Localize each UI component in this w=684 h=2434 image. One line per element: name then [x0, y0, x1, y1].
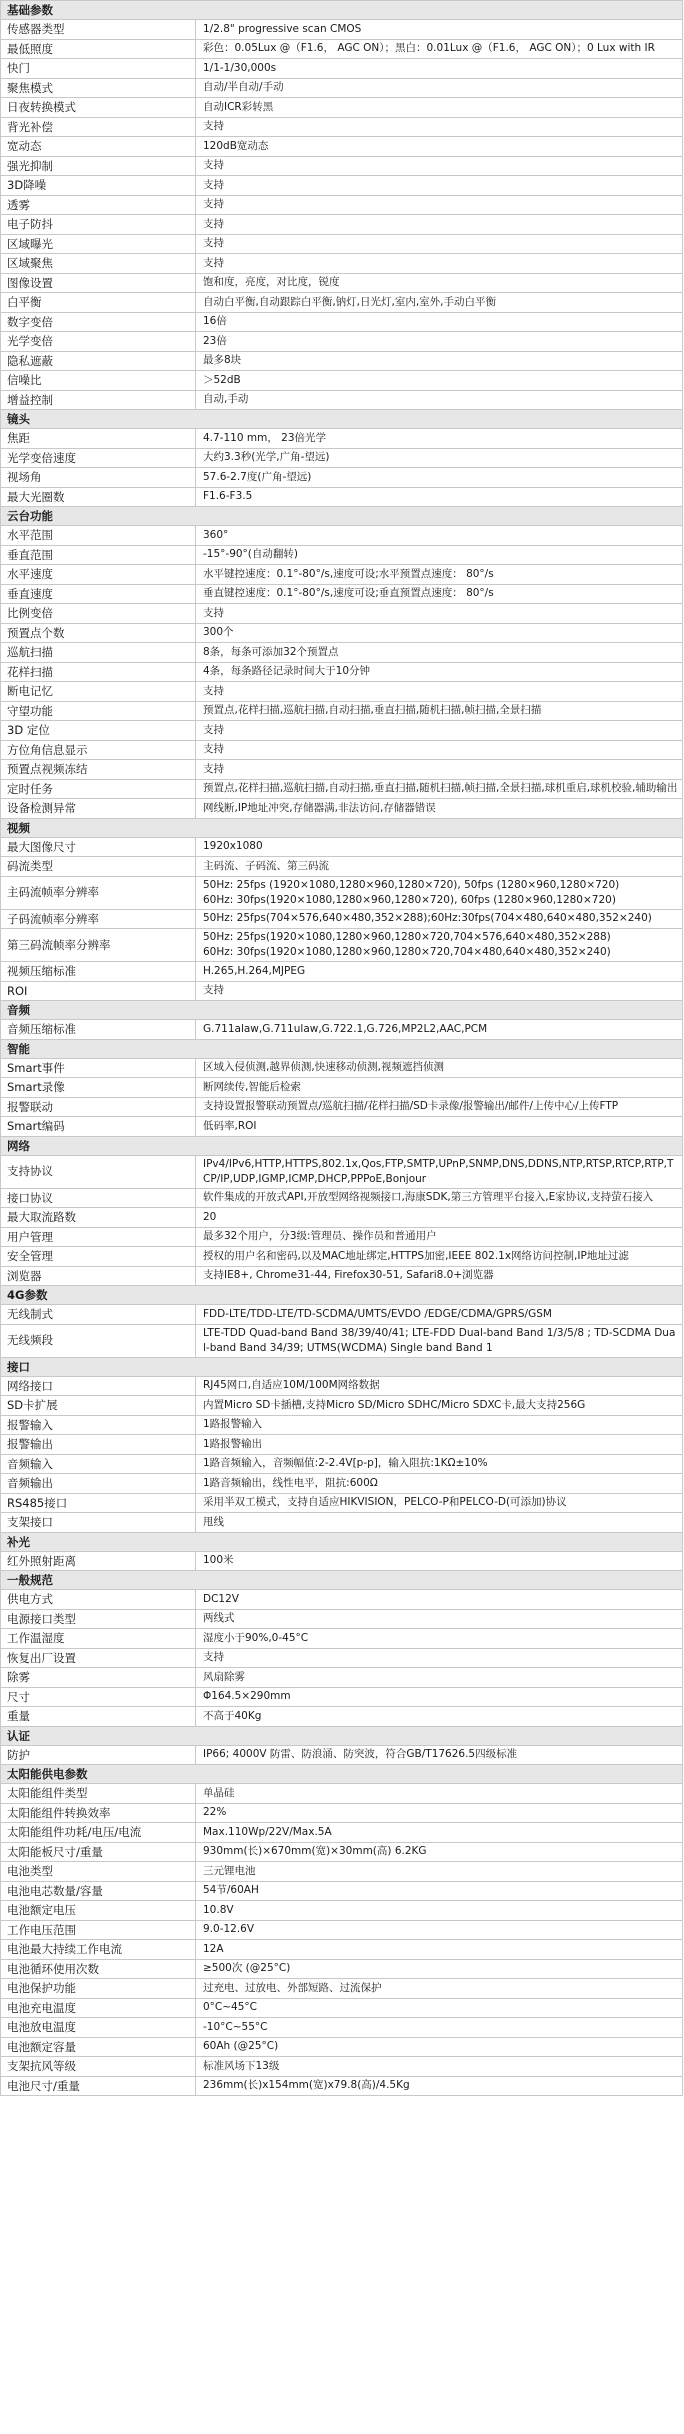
spec-row [1, 546, 683, 566]
spec-row [1, 1979, 683, 1999]
section-header: 镜头 [1, 410, 683, 429]
spec-value: 360° [196, 526, 683, 545]
section-header: 音频 [1, 1001, 683, 1020]
spec-row [1, 274, 683, 294]
spec-row [1, 838, 683, 858]
section-header: 视频 [1, 819, 683, 838]
spec-row [1, 1552, 683, 1572]
spec-label: 除雾 [1, 1668, 196, 1687]
spec-row [1, 1189, 683, 1209]
spec-value: 支持 [196, 721, 683, 740]
spec-row [1, 1882, 683, 1902]
spec-label: 电子防抖 [1, 215, 196, 234]
spec-row [1, 1610, 683, 1630]
spec-label: 浏览器 [1, 1267, 196, 1286]
spec-row [1, 235, 683, 255]
spec-row [1, 780, 683, 800]
spec-value: Φ164.5×290mm [196, 1688, 683, 1707]
spec-label: 断电记忆 [1, 682, 196, 701]
spec-label: 码流类型 [1, 857, 196, 876]
spec-value: 22% [196, 1804, 683, 1823]
section-header: 太阳能供电参数 [1, 1765, 683, 1784]
spec-label: 接口协议 [1, 1189, 196, 1208]
spec-row [1, 1247, 683, 1267]
spec-label: 光学变倍速度 [1, 449, 196, 468]
spec-value: 风扇除雾 [196, 1668, 683, 1687]
spec-row [1, 702, 683, 722]
spec-row [1, 2077, 683, 2097]
spec-row [1, 1059, 683, 1079]
spec-row [1, 313, 683, 333]
spec-row [1, 877, 683, 910]
spec-row [1, 604, 683, 624]
spec-value: 支持 [196, 254, 683, 273]
spec-label: 电池充电温度 [1, 1999, 196, 2018]
spec-row [1, 59, 683, 79]
spec-value: 主码流、子码流、第三码流 [196, 857, 683, 876]
spec-value: 甩线 [196, 1513, 683, 1532]
spec-row [1, 1999, 683, 2019]
spec-row [1, 1629, 683, 1649]
spec-label: 供电方式 [1, 1590, 196, 1609]
spec-label: 电池放电温度 [1, 2018, 196, 2037]
spec-row [1, 624, 683, 644]
spec-row [1, 2038, 683, 2058]
spec-value: 两线式 [196, 1610, 683, 1629]
spec-label: 预置点个数 [1, 624, 196, 643]
spec-row [1, 176, 683, 196]
spec-row [1, 254, 683, 274]
spec-label: 恢复出厂设置 [1, 1649, 196, 1668]
spec-value: 50Hz: 25fps(1920×1080,1280×960,1280×720,704×576,640×480,352×288) 60Hz: 30fps(1920×1080,1280×960,1280×720,704×480,640×480,352×240) [196, 929, 683, 961]
spec-value: 20 [196, 1208, 683, 1227]
spec-value: 23倍 [196, 332, 683, 351]
spec-row [1, 1098, 683, 1118]
spec-value: 支持 [196, 157, 683, 176]
spec-row [1, 157, 683, 177]
spec-row [1, 760, 683, 780]
spec-label: 视场角 [1, 468, 196, 487]
spec-value: 9.0-12.6V [196, 1921, 683, 1940]
spec-label: 信噪比 [1, 371, 196, 390]
spec-value: 预置点,花样扫描,巡航扫描,自动扫描,垂直扫描,随机扫描,帧扫描,全景扫描,球机重启,球机校验,辅助输出 [196, 780, 683, 799]
spec-value: 垂直键控速度：0.1°-80°/s,速度可设;垂直预置点速度： 80°/s [196, 585, 683, 604]
spec-row [1, 1843, 683, 1863]
spec-value: 100米 [196, 1552, 683, 1571]
spec-label: 最大取流路数 [1, 1208, 196, 1227]
spec-row [1, 293, 683, 313]
spec-value: 支持 [196, 235, 683, 254]
spec-value: 自动白平衡,自动跟踪白平衡,钠灯,日光灯,室内,室外,手动白平衡 [196, 293, 683, 312]
spec-label: 日夜转换模式 [1, 98, 196, 117]
spec-label: 背光补偿 [1, 118, 196, 137]
spec-value: 1路报警输入 [196, 1416, 683, 1435]
spec-label: 区域曝光 [1, 235, 196, 254]
spec-label: 巡航扫描 [1, 643, 196, 662]
spec-label: 太阳能组件功耗/电压/电流 [1, 1823, 196, 1842]
spec-label: 最低照度 [1, 40, 196, 59]
spec-row [1, 1649, 683, 1669]
spec-row [1, 663, 683, 683]
spec-value: 水平键控速度：0.1°-80°/s,速度可设;水平预置点速度： 80°/s [196, 565, 683, 584]
spec-row [1, 1267, 683, 1287]
spec-row [1, 1513, 683, 1533]
spec-row [1, 1396, 683, 1416]
spec-value: 支持 [196, 741, 683, 760]
spec-row [1, 1784, 683, 1804]
spec-row [1, 196, 683, 216]
spec-value: 1路报警输出 [196, 1435, 683, 1454]
spec-row [1, 741, 683, 761]
spec-value: 标准风场下13级 [196, 2057, 683, 2076]
spec-value: -10°C~55°C [196, 2018, 683, 2037]
section-header: 网络 [1, 1137, 683, 1156]
spec-value: 网线断,IP地址冲突,存储器满,非法访问,存储器错误 [196, 799, 683, 818]
spec-label: 快门 [1, 59, 196, 78]
spec-label: 音频输出 [1, 1474, 196, 1493]
spec-value: 过充电、过放电、外部短路、过流保护 [196, 1979, 683, 1998]
spec-value: 断网续传,智能后检索 [196, 1078, 683, 1097]
spec-row [1, 1377, 683, 1397]
spec-row [1, 1590, 683, 1610]
spec-value: 支持 [196, 760, 683, 779]
spec-value: 自动,手动 [196, 391, 683, 410]
spec-label: 增益控制 [1, 391, 196, 410]
spec-value: 0°C~45°C [196, 1999, 683, 2018]
spec-label: 报警输入 [1, 1416, 196, 1435]
spec-row [1, 1921, 683, 1941]
spec-label: 最大光圈数 [1, 488, 196, 507]
spec-row [1, 1325, 683, 1358]
spec-row [1, 1117, 683, 1137]
spec-value: 支持IE8+, Chrome31-44, Firefox30-51, Safari8.0+浏览器 [196, 1267, 683, 1286]
spec-row [1, 982, 683, 1002]
spec-label: 透雾 [1, 196, 196, 215]
spec-value: LTE-TDD Quad-band Band 38/39/40/41; LTE-FDD Dual-band Band 1/3/5/8 ; TD-SCDMA Dual-band Band 34/39; UTMS(WCDMA) Single band Band 1 [196, 1325, 683, 1357]
spec-value: IP66; 4000V 防雷、防浪涌、防突波，符合GB/T17626.5四级标准 [196, 1746, 683, 1765]
spec-label: Smart录像 [1, 1078, 196, 1097]
spec-label: 方位角信息显示 [1, 741, 196, 760]
spec-value: 单晶硅 [196, 1784, 683, 1803]
spec-label: 太阳能组件转换效率 [1, 1804, 196, 1823]
spec-label: 工作温湿度 [1, 1629, 196, 1648]
spec-row [1, 857, 683, 877]
spec-value: 1920x1080 [196, 838, 683, 857]
spec-row [1, 1823, 683, 1843]
spec-row [1, 488, 683, 508]
spec-value: 1路音频输入，音频幅值:2-2.4V[p-p]，输入阻抗:1KΩ±10% [196, 1455, 683, 1474]
spec-label: 支架接口 [1, 1513, 196, 1532]
spec-value: 支持 [196, 215, 683, 234]
spec-value: 支持 [196, 118, 683, 137]
spec-label: 音频输入 [1, 1455, 196, 1474]
spec-label: 第三码流帧率分辨率 [1, 929, 196, 961]
spec-label: 最大图像尺寸 [1, 838, 196, 857]
spec-value: G.711alaw,G.711ulaw,G.722.1,G.726,MP2L2,AAC,PCM [196, 1020, 683, 1039]
spec-value: 300个 [196, 624, 683, 643]
spec-value: H.265,H.264,MJPEG [196, 962, 683, 981]
spec-label: 电池循环使用次数 [1, 1960, 196, 1979]
spec-label: 电池尺寸/重量 [1, 2077, 196, 2096]
spec-row [1, 929, 683, 962]
spec-label: 子码流帧率分辨率 [1, 910, 196, 929]
spec-row [1, 585, 683, 605]
spec-label: 无线频段 [1, 1325, 196, 1357]
spec-value: 低码率,ROI [196, 1117, 683, 1136]
section-header: 认证 [1, 1727, 683, 1746]
spec-value: 预置点,花样扫描,巡航扫描,自动扫描,垂直扫描,随机扫描,帧扫描,全景扫描 [196, 702, 683, 721]
spec-row [1, 79, 683, 99]
spec-label: 电池额定电压 [1, 1901, 196, 1920]
spec-row [1, 1416, 683, 1436]
spec-label: 工作电压范围 [1, 1921, 196, 1940]
spec-row [1, 1804, 683, 1824]
spec-row [1, 1435, 683, 1455]
spec-value: 授权的用户名和密码,以及MAC地址绑定,HTTPS加密,IEEE 802.1x网络访问控制,IP地址过滤 [196, 1247, 683, 1266]
spec-value: 60Ah (@25°C) [196, 2038, 683, 2057]
spec-label: 太阳能板尺寸/重量 [1, 1843, 196, 1862]
section-header: 智能 [1, 1040, 683, 1059]
spec-label: 网络接口 [1, 1377, 196, 1396]
spec-label: 隐私遮蔽 [1, 352, 196, 371]
spec-row [1, 526, 683, 546]
spec-row [1, 118, 683, 138]
spec-value: DC12V [196, 1590, 683, 1609]
spec-value: 支持 [196, 982, 683, 1001]
spec-label: 垂直范围 [1, 546, 196, 565]
spec-value: 饱和度，亮度，对比度，锐度 [196, 274, 683, 293]
spec-row [1, 391, 683, 411]
spec-label: 花样扫描 [1, 663, 196, 682]
spec-row [1, 910, 683, 930]
spec-value: 4条，每条路径记录时间大于10分钟 [196, 663, 683, 682]
spec-label: 定时任务 [1, 780, 196, 799]
spec-row [1, 429, 683, 449]
spec-row [1, 1707, 683, 1727]
spec-value: 1/1-1/30,000s [196, 59, 683, 78]
spec-value: 12A [196, 1940, 683, 1959]
spec-label: 支持协议 [1, 1156, 196, 1188]
spec-label: 3D降噪 [1, 176, 196, 195]
spec-label: 传感器类型 [1, 20, 196, 39]
spec-label: 数字变倍 [1, 313, 196, 332]
spec-value: 支持 [196, 682, 683, 701]
spec-label: 设备检测异常 [1, 799, 196, 818]
section-header: 基础参数 [1, 1, 683, 20]
spec-row [1, 1305, 683, 1325]
spec-label: 太阳能组件类型 [1, 1784, 196, 1803]
spec-row [1, 371, 683, 391]
spec-label: 图像设置 [1, 274, 196, 293]
spec-value: 湿度小于90%,0-45°C [196, 1629, 683, 1648]
spec-label: 防护 [1, 1746, 196, 1765]
spec-value: 支持 [196, 196, 683, 215]
spec-value: 软件集成的开放式API,开放型网络视频接口,海康SDK,第三方管理平台接入,E家协议,支持萤石接入 [196, 1189, 683, 1208]
spec-value: -15°-90°(自动翻转) [196, 546, 683, 565]
spec-label: 光学变倍 [1, 332, 196, 351]
spec-value: 采用半双工模式，支持自适应HIKVISION，PELCO-P和PELCO-D(可添加)协议 [196, 1494, 683, 1513]
spec-value: 4.7-110 mm， 23倍光学 [196, 429, 683, 448]
section-header: 4G参数 [1, 1286, 683, 1305]
spec-value: 57.6-2.7度(广角-望远) [196, 468, 683, 487]
spec-row [1, 565, 683, 585]
spec-label: 音频压缩标准 [1, 1020, 196, 1039]
spec-label: 宽动态 [1, 137, 196, 156]
spec-value: FDD-LTE/TDD-LTE/TD-SCDMA/UMTS/EVDO /EDGE/CDMA/GPRS/GSM [196, 1305, 683, 1324]
spec-value: 三元锂电池 [196, 1862, 683, 1881]
spec-label: 用户管理 [1, 1228, 196, 1247]
spec-value: 120dB宽动态 [196, 137, 683, 156]
spec-row [1, 1455, 683, 1475]
spec-row [1, 1208, 683, 1228]
spec-row [1, 215, 683, 235]
spec-value: 最多8块 [196, 352, 683, 371]
spec-value: 236mm(长)x154mm(宽)x79.8(高)/4.5Kg [196, 2077, 683, 2096]
spec-row [1, 20, 683, 40]
spec-value: 支持 [196, 604, 683, 623]
spec-label: RS485接口 [1, 1494, 196, 1513]
spec-row [1, 643, 683, 663]
spec-row [1, 1862, 683, 1882]
spec-label: 强光抑制 [1, 157, 196, 176]
spec-value: 最多32个用户，分3级:管理员、操作员和普通用户 [196, 1228, 683, 1247]
spec-row [1, 799, 683, 819]
spec-row [1, 1156, 683, 1189]
spec-label: 焦距 [1, 429, 196, 448]
spec-row [1, 137, 683, 157]
spec-label: 比例变倍 [1, 604, 196, 623]
spec-label: 报警输出 [1, 1435, 196, 1454]
spec-label: 重量 [1, 1707, 196, 1726]
spec-row [1, 962, 683, 982]
spec-value: 930mm(长)×670mm(宽)×30mm(高) 6.2KG [196, 1843, 683, 1862]
spec-label: 守望功能 [1, 702, 196, 721]
spec-label: 红外照射距离 [1, 1552, 196, 1571]
spec-label: 聚焦模式 [1, 79, 196, 98]
spec-label: 尺寸 [1, 1688, 196, 1707]
spec-value: 1路音频输出，线性电平，阻抗:600Ω [196, 1474, 683, 1493]
spec-value: 不高于40Kg [196, 1707, 683, 1726]
spec-value: 大约3.3秒(光学,广角-望远) [196, 449, 683, 468]
spec-label: 支架抗风等级 [1, 2057, 196, 2076]
spec-row [1, 1494, 683, 1514]
spec-label: SD卡扩展 [1, 1396, 196, 1415]
spec-value: 自动ICR彩转黑 [196, 98, 683, 117]
spec-row [1, 1688, 683, 1708]
spec-label: 视频压缩标准 [1, 962, 196, 981]
spec-value: Max.110Wp/22V/Max.5A [196, 1823, 683, 1842]
spec-value: 彩色：0.05Lux @（F1.6， AGC ON）；黑白：0.01Lux @（F1.6， AGC ON）；0 Lux with IR [196, 40, 683, 59]
spec-label: Smart编码 [1, 1117, 196, 1136]
spec-label: 电池保护功能 [1, 1979, 196, 1998]
spec-label: 主码流帧率分辨率 [1, 877, 196, 909]
spec-row [1, 468, 683, 488]
spec-value: 支持 [196, 1649, 683, 1668]
spec-label: ROI [1, 982, 196, 1001]
spec-value: 16倍 [196, 313, 683, 332]
spec-value: 8条，每条可添加32个预置点 [196, 643, 683, 662]
spec-row [1, 352, 683, 372]
spec-row [1, 1474, 683, 1494]
spec-label: 3D 定位 [1, 721, 196, 740]
spec-value: F1.6-F3.5 [196, 488, 683, 507]
spec-value: 支持 [196, 176, 683, 195]
spec-value: ＞52dB [196, 371, 683, 390]
spec-value: 1/2.8" progressive scan CMOS [196, 20, 683, 39]
section-header: 云台功能 [1, 507, 683, 526]
spec-label: 水平速度 [1, 565, 196, 584]
spec-label: 报警联动 [1, 1098, 196, 1117]
spec-value: 自动/半自动/手动 [196, 79, 683, 98]
spec-row [1, 1940, 683, 1960]
spec-label: 无线制式 [1, 1305, 196, 1324]
spec-value: 内置Micro SD卡插槽,支持Micro SD/Micro SDHC/Micro SDXC卡,最大支持256G [196, 1396, 683, 1415]
spec-label: 预置点视频冻结 [1, 760, 196, 779]
spec-row [1, 2057, 683, 2077]
spec-label: 水平范围 [1, 526, 196, 545]
spec-label: 电源接口类型 [1, 1610, 196, 1629]
spec-label: 电池类型 [1, 1862, 196, 1881]
spec-value: IPv4/IPv6,HTTP,HTTPS,802.1x,Qos,FTP,SMTP,UPnP,SNMP,DNS,DDNS,NTP,RTSP,RTCP,RTP,TCP/IP,UDP,IGMP,ICMP,DHCP,PPPoE,Bonjour [196, 1156, 683, 1188]
spec-value: 10.8V [196, 1901, 683, 1920]
spec-label: 电池最大持续工作电流 [1, 1940, 196, 1959]
spec-row [1, 1228, 683, 1248]
spec-label: 白平衡 [1, 293, 196, 312]
spec-value: 50Hz: 25fps (1920×1080,1280×960,1280×720), 50fps (1280×960,1280×720) 60Hz: 30fps(1920×1080,1280×960,1280×720), 60fps (1280×960,1280×720) [196, 877, 683, 909]
spec-row [1, 40, 683, 60]
spec-value: 区域入侵侦测,越界侦测,快速移动侦测,视频遮挡侦测 [196, 1059, 683, 1078]
spec-row [1, 1960, 683, 1980]
spec-row [1, 2018, 683, 2038]
spec-row [1, 721, 683, 741]
spec-value: 50Hz: 25fps(704×576,640×480,352×288);60Hz:30fps(704×480,640×480,352×240) [196, 910, 683, 929]
spec-row [1, 1901, 683, 1921]
spec-row [1, 98, 683, 118]
spec-label: Smart事件 [1, 1059, 196, 1078]
spec-label: 电池额定容量 [1, 2038, 196, 2057]
spec-row [1, 449, 683, 469]
spec-value: ≥500次 (@25°C) [196, 1960, 683, 1979]
spec-value: 支持设置报警联动预置点/巡航扫描/花样扫描/SD卡录像/报警输出/邮件/上传中心/上传FTP [196, 1098, 683, 1117]
spec-row [1, 332, 683, 352]
spec-value: RJ45网口,自适应10M/100M网络数据 [196, 1377, 683, 1396]
spec-value: 54节/60AH [196, 1882, 683, 1901]
section-header: 一般规范 [1, 1571, 683, 1590]
spec-label: 电池电芯数量/容量 [1, 1882, 196, 1901]
spec-row [1, 682, 683, 702]
spec-row [1, 1020, 683, 1040]
spec-row [1, 1668, 683, 1688]
spec-label: 垂直速度 [1, 585, 196, 604]
section-header: 接口 [1, 1358, 683, 1377]
spec-label: 区域聚焦 [1, 254, 196, 273]
spec-row [1, 1746, 683, 1766]
spec-row [1, 1078, 683, 1098]
spec-label: 安全管理 [1, 1247, 196, 1266]
section-header: 补光 [1, 1533, 683, 1552]
